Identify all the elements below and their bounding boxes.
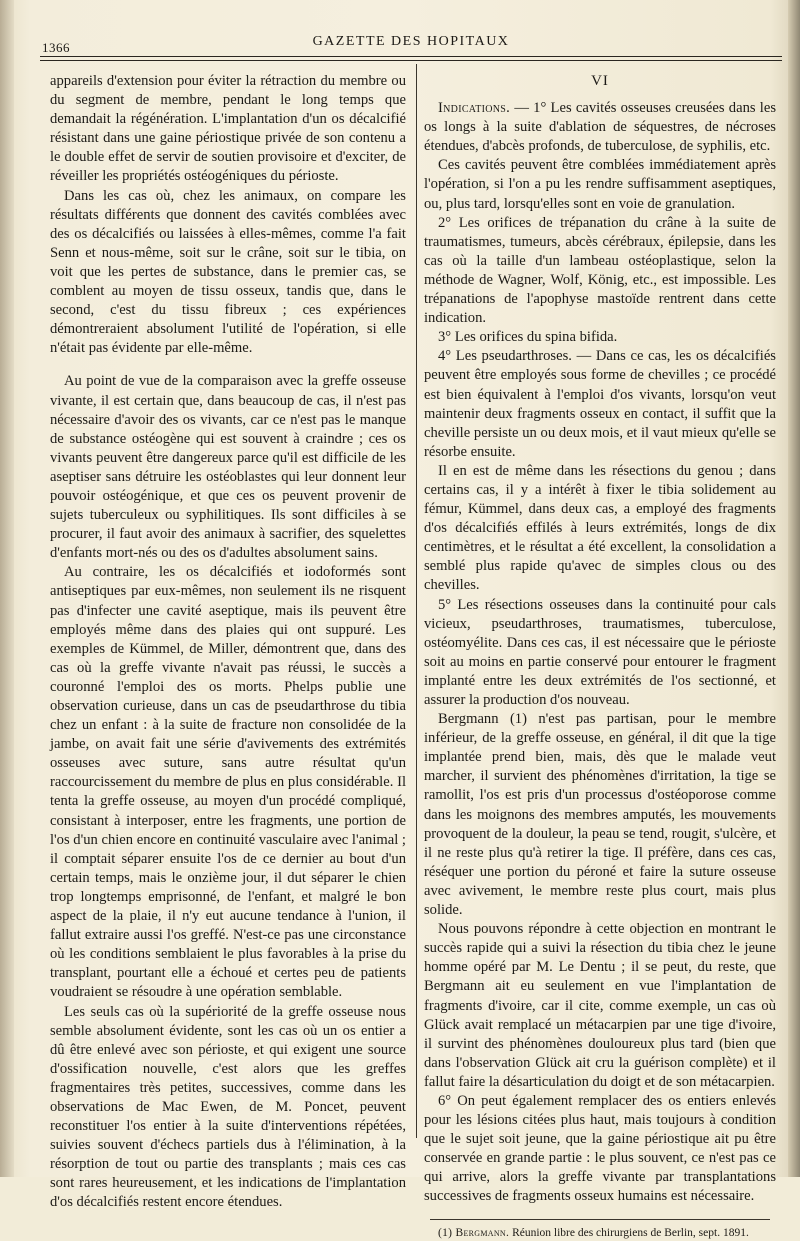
header-rule-thin — [40, 60, 782, 61]
page-spine-shadow — [0, 0, 14, 1177]
paragraph: Bergmann (1) n'est pas partisan, pour le membre inférieur, de la greffe osseuse, en général, il dit que la tige implantée prend bien, mais, dès que le malade veut marcher, il survient des phénomènes d'irritation, la tige se ramollit, l'os est pris d'un processus d'ostéoporose comme dans les moignons des membres amputés, les mouvements provoquent de la douleur, la peau se tend, rougit, s'ulcère, et il ne reste plus qu'à retirer la tige. Il préfère, dans ces cas, réséquer une portion du péroné et faire la suture osseuse avec avivement, le membre reste plus court, mais plus solide. — [424, 711, 776, 919]
paragraph: Les seuls cas où la supériorité de la greffe osseuse nous semble absolument évidente, sont les cas où un os entier a dû être enlevé avec son périoste, et qui exigent une source d'ossification nouvelle, c'est alors que les greffes fragmentaires très petites, successives, comme dans les observations de Mac Ewen, de M. Poncet, peuvent reconstituer l'os entier à la suite d'interventions répétées, suivies souvent d'échecs partiels dus à l'élimination, à la résorption de tout ou partie des transplants ; mais ces cas sont rares heureusement, et les indications de l'implantation d'os décalcifiés restent encore étendues. — [50, 1003, 406, 1211]
paragraph: Il en est de même dans les résections du genou ; dans certains cas, il y a intérêt à fixer le tibia solidement au fémur, Kümmel, dans deux cas, a employé des fragments d'os décalcifiés effilés à leurs extrémités, longs de dix centimètres, et le résultat a été excellent, la consolidation a semblé plus rapide qu'avec de simples clous ou des chevilles. — [424, 462, 776, 594]
paragraph-text: — 1° Les cavités osseuses creusées dans les os longs à la suite d'ablation de séquestres, de nécroses étendues, d'abcès profonds, de tuberculose, de syphilis, etc. — [424, 100, 776, 155]
right-column — [424, 72, 776, 1241]
paragraph-lead: Indications. — [438, 100, 511, 117]
paragraph: 6° On peut également remplacer des os entiers enlevés pour les lésions citées plus haut, mais toujours à condition que le sujet soit jeune, que la gaine périostique ait pu être conservée en grande partie : le plus souvent, ce n'est pas ce qui arrive, alors la greffe vivante par transplantations successives de fragments osseux humains est nécessaire. — [424, 1092, 776, 1205]
paragraph: 2° Les orifices de trépanation du crâne à la suite de traumatismes, tumeurs, abcès cérébraux, épilepsie, dans les cas où la taille d'un lambeau ostéoplastique, selon la méthode de Wagner, Wolf, König, etc., est impossible. Les trépanations de l'apophyse mastoïde rentrent dans cette indication. — [424, 214, 776, 327]
paragraph: appareils d'extension pour éviter la rétraction du membre ou du segment de membre, pendant le long temps que demandait la régénération. L'implantation d'un os décalcifié résistant dans une gaine périostique privée de son contenu a le double effet de servir de soutien provisoire et d'exciter, de réveiller les propriétés ostéogéniques du périoste. — [50, 73, 406, 185]
footnote-text: Réunion libre des chirurgiens de Berlin, sept. 1891. — [509, 1226, 749, 1239]
paragraph — [424, 99, 776, 156]
paragraph: Ces cavités peuvent être comblées immédiatement après l'opération, si l'on a pu les rendre suffisamment aseptiques, ou, plus tard, lorsqu'elles sont en voie de granulation. — [424, 157, 776, 212]
section-heading: VI — [591, 73, 609, 89]
footnote — [424, 1226, 776, 1241]
page-edge-shadow — [788, 0, 800, 1177]
paragraph: 5° Les résections osseuses dans la continuité pour cals vicieux, pseudarthroses, traumatismes, tuberculose, ostéomyélite. Dans ces cas, il est nécessaire que le périoste soit au moins en partie conservé pour entourer le fragment implanté entre les deux extrémités de l'os sectionné, et assurer la production d'os nouveau. — [424, 596, 776, 708]
header-rule — [40, 56, 782, 57]
journal-title: GAZETTE DES HOPITAUX — [312, 34, 510, 49]
paragraph: Nous pouvons répondre à cette objection en montrant le succès rapide qui a suivi la résection du tibia chez le jeune homme opéré par M. Le Dentu ; il se peut, du reste, que Bergmann ait eu seulement en vue l'implantation de fragments d'ivoire, car il cite, comme exemple, un cas où Glück avait remplacé un métacarpien par une tige d'ivoire, il survint des phénomènes douloureux plus tard (bien que dans l'observation Glück ait cru la guérison complète) et il fallut faire la désarticulation du doigt et de son métacarpien. — [424, 921, 776, 1090]
paragraph: 3° Les orifices du spina bifida. — [438, 329, 618, 346]
page-number: 1366 — [42, 40, 70, 55]
paragraph: Dans les cas où, chez les animaux, on compare les résultats différents que donnent des cavités comblées avec des os décalcifiés ou laissées à elles-mêmes, comme l'a fait Senn et nous-même, soit sur le crâne, soit sur le tibia, on voit que les pertes de substance, dans le premier cas, se comblent au moyen de tissu osseux, tandis que, dans le second, c'est du tissu fibreux ; ces expériences démontreraient absolument l'utilité de l'opération, si elle n'était pas évidente par elle-même. — [50, 187, 406, 357]
footnote-rule — [430, 1219, 770, 1220]
paragraph: Au point de vue de la comparaison avec la greffe osseuse vivante, il est certain que, dans beaucoup de cas, il n'est pas nécessaire d'avoir des os vivants, car ce n'est pas le manque de substance ostéogène qui est souvent à craindre ; ces os vivants peuvent être dangereux parce qu'il est difficile de les aseptiser sans détruire les ostéoblastes qui leur donnent leur pouvoir ostéogénique, et que ces os peuvent provenir de sujets tuberculeux ou syphilitiques. Ils sont difficiles à se procurer, il faut avoir des animaux à sacrifier, des squelettes d'enfants mort-nés ou des os d'adultes absolument sains. — [50, 373, 406, 562]
footnote-lead: (1) Bergmann. — [438, 1226, 510, 1239]
column-divider — [416, 64, 417, 1138]
left-column — [50, 72, 406, 1213]
paragraph: 4° Les pseudarthroses. — Dans ce cas, les os décalcifiés peuvent être employés sous forme de chevilles ; ce procédé est bien équivalent à l'emploi d'os vivants, lorsqu'on veut maintenir deux fragments osseux en contact, il suffit que la cheville persiste un ou deux mois, et il vaut mieux qu'elle se résorbe ensuite. — [424, 348, 776, 460]
paragraph: Au contraire, les os décalcifiés et iodoformés sont antiseptiques par eux-mêmes, non seulement ils ne risquent pas d'infecter une cavité aseptique, mais ils peuvent être employés même dans des plaies qui ont suppuré. Les exemples de Kümmel, de Miller, démontrent que, dans des cas où la greffe vivante n'avait pas réussi, le succès a couronné l'emploi des os morts. Phelps publie une observation curieuse, dans un cas de pseudarthrose du tibia chez un enfant : à la suite de fracture non consolidée de la jambe, on avait fait une série d'avivements des extrémités osseuses avec suture, sans autre résultat qu'un raccourcissement du membre de plus en plus considérable. Il tenta la greffe osseuse, au moyen d'un procédé compliqué, consistant à interposer, entre les fragments, une portion de l'os d'un chien encore en continuité vasculaire avec l'animal ; il comptait séparer ensuite l'os de ce dernier au bout d'un certain temps, mais le onzième jour, il dut séparer le chien trop longtemps emprisonné, de l'enfant, et malgré le bon aspect de la plaie, il n'y eut aucune tendance à l'union, il fallut extraire aussi l'os greffé. N'est-ce pas une circonstance où les conditions semblaient le plus favorables à la prise du transplant, pourtant elle a échoué et certes peu de patients voudraient se résoudre à une opération semblable. — [50, 564, 406, 1001]
